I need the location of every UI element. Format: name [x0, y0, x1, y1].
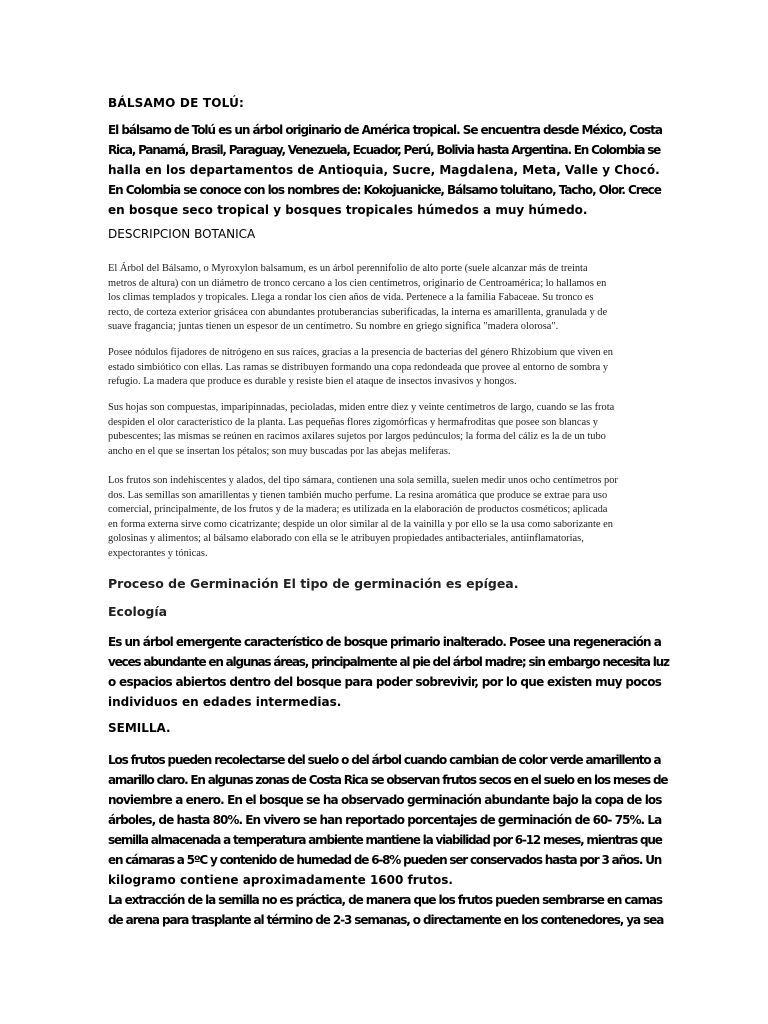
text-line: Es un árbol emergente característico de bosque primario inalterado. Posee una regeneración a	[108, 635, 661, 649]
text-line: veces abundante en algunas áreas, principalmente al pie del árbol madre; sin embargo necesita luz	[108, 655, 669, 669]
text-line: Sus hojas son compuestas, imparipinnadas, pecioladas, miden entre diez y veinte centímetros de largo, cuando se las frota	[108, 402, 615, 413]
text-line: dos. Las semillas son amarillentas y tienen también mucho perfume. La resina aromática que produce se extrae para uso	[108, 489, 608, 501]
text-line: Posee nódulos fijadores de nitrógeno en sus raíces, gracias a la presencia de bacterias del género Rhizobium que viven en	[108, 347, 613, 358]
text-line: ancho en el que se insertan los pétalos; son muy buscadas por las abejas meliferas.	[108, 445, 451, 457]
semilla-paragraph	[108, 750, 668, 930]
text-line: estado simbiótico con ellas. Las ramas se distribuyen formando una copa redondeada que provee al entorno de sombra y	[108, 361, 609, 373]
text-line: suave fragancia; juntas tienen un espesor de un centímetro. Su nombre en griego significa "madera olorosa".	[108, 321, 559, 332]
descripcion-paragraph-1	[108, 262, 664, 335]
text-line: recto, de corteza exterior grisácea con abundantes protuberancias suberificadas, la interna es amarillenta, granulada y de	[108, 306, 608, 318]
ecologia-heading: Ecología	[108, 604, 168, 619]
text-line: en cámaras a 5ºC y contenido de humedad de 6-8% pueden ser conservados hasta por 3 años. Un	[108, 853, 662, 867]
text-line: los climas templados y tropicales. Llega a rondar los cien años de vida. Pertenece a la familia Fabaceae. Su tronco es	[108, 292, 594, 303]
intro-line: en bosque seco tropical y bosques tropicales húmedos a muy húmedo.	[108, 203, 588, 217]
text-line: Los frutos pueden recolectarse del suelo o del árbol cuando cambian de color verde amarillento a	[108, 753, 661, 767]
text-line: kilogramo contiene aproximadamente 1600 frutos.	[108, 873, 453, 887]
text-line: La extracción de la semilla no es práctica, de manera que los frutos pueden sembrarse en camas	[108, 893, 662, 907]
text-line: expectorantes y tónicas.	[108, 547, 208, 559]
text-line: El Árbol del Bálsamo, o Myroxylon balsamum, es un árbol perennifolio de alto porte (suele alcanzar más de treinta	[108, 263, 588, 274]
text-line: golosinas y alimentos; al bálsamo elaborado con ella se le atribuyen propiedades antibacteriales, antiinflamatorias,	[108, 533, 584, 544]
document-title: BÁLSAMO DE TOLÚ:	[108, 96, 245, 110]
ecologia-paragraph	[108, 632, 669, 712]
text-line: comercial, principalmente, de los frutos y de la madera; es utilizada en la elaboración de productos cosméticos; aplicada	[108, 504, 608, 515]
text-line: o espacios abiertos dentro del bosque para poder sobrevivir, por lo que existen muy pocos	[108, 675, 662, 689]
text-line: noviembre a enero. En el bosque se ha observado germinación abundante bajo la copa de los	[108, 793, 662, 807]
descripcion-paragraph-2	[108, 346, 664, 390]
descripcion-paragraph-4	[108, 474, 664, 561]
descripcion-paragraph-3	[108, 401, 664, 459]
text-line: despiden el olor característico de la planta. Las pequeñas flores zigomórficas y hermafroditas que posee son blancas y	[108, 416, 598, 428]
text-line: árboles, de hasta 80%. En vivero se han reportado porcentajes de germinación de 60- 75%. La	[108, 813, 662, 827]
text-line: amarillo claro. En algunas zonas de Costa Rica se observan frutos secos en el suelo en los meses de	[108, 773, 668, 787]
text-line: individuos en edades intermedias.	[108, 695, 342, 709]
text-line: metros de altura) con un diámetro de tronco cercano a los cien centímetros, originario de Centroamérica; lo hallamos en	[108, 277, 607, 289]
intro-line: halla en los departamentos de Antioquia, Sucre, Magdalena, Meta, Valle y Chocó.	[108, 163, 660, 177]
text-line: pubescentes; las mismas se reúnen en racimos axilares sujetos por largos pedúnculos; la forma del cáliz es la de un tubo	[108, 431, 606, 442]
descripcion-heading: DESCRIPCION BOTANICA	[108, 227, 256, 241]
germinacion-line: Proceso de Germinación El tipo de germinación es epígea.	[108, 576, 519, 591]
intro-paragraph	[108, 120, 664, 220]
text-line: Los frutos son indehiscentes y alados, del tipo sámara, contienen una sola semilla, suelen medir unos ocho centímetros por	[108, 475, 618, 486]
intro-line: Rica, Panamá, Brasil, Paraguay, Venezuela, Ecuador, Perú, Bolivia hasta Argentina. En Colombia se	[108, 143, 661, 157]
semilla-heading: SEMILLA.	[108, 721, 171, 735]
text-line: de arena para trasplante al término de 2-3 semanas, o directamente en los contenedores, ya sea	[108, 913, 664, 927]
text-line: refugio. La madera que produce es durable y resiste bien el ataque de insectos invasivos y hongos.	[108, 376, 517, 387]
intro-line: El bálsamo de Tolú es un árbol originario de América tropical. Se encuentra desde México, Costa	[108, 123, 662, 137]
text-line: en forma externa sirve como cicatrizante; despide un olor similar al de la vainilla y por ello se la usa como saborizante en	[108, 518, 613, 530]
text-line: semilla almacenada a temperatura ambiente mantiene la viabilidad por 6-12 meses, mientras que	[108, 833, 662, 847]
intro-line: En Colombia se conoce con los nombres de: Kokojuanicke, Bálsamo toluitano, Tacho, Olor. Crece	[108, 183, 661, 197]
